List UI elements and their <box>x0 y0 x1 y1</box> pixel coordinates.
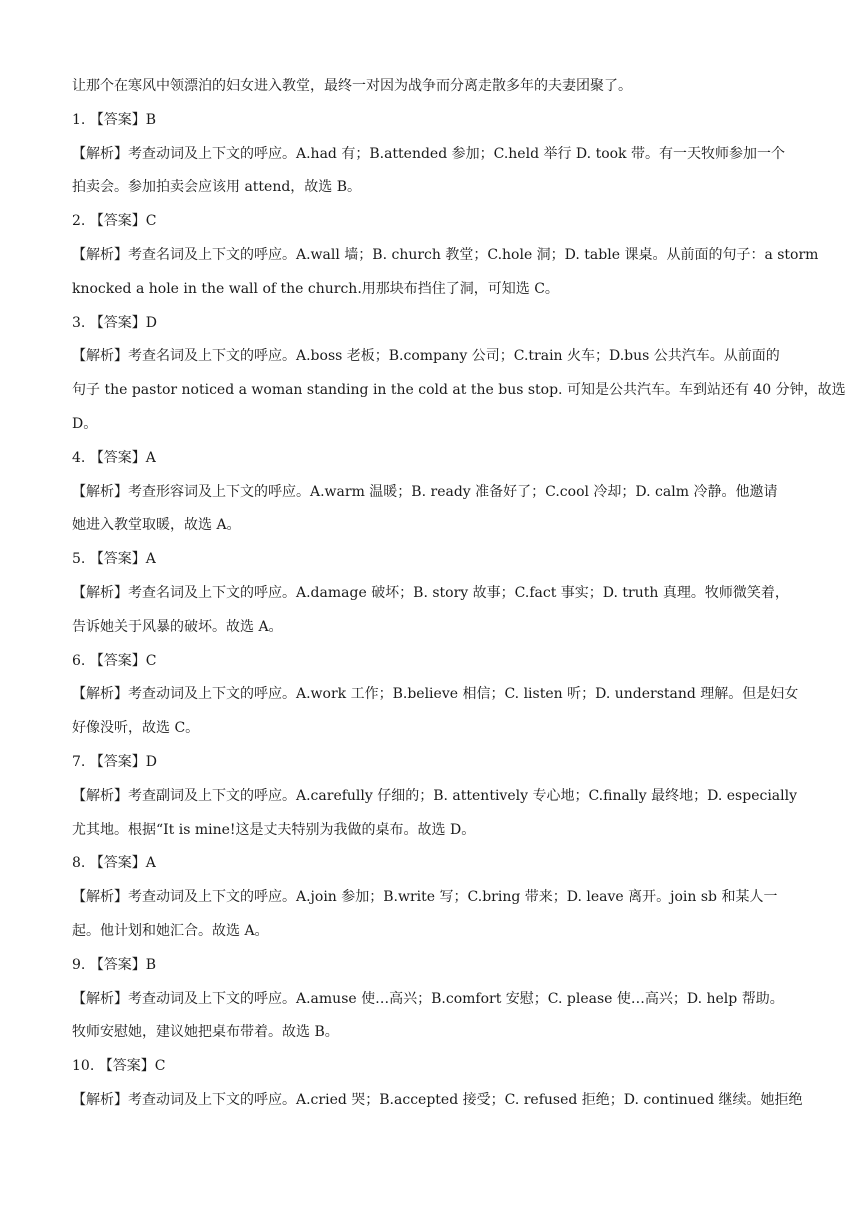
explanation-line: 【解析】考查名词及上下文的呼应。A.boss 老板；B.company 公司；C.train 火车；D.bus 公共汽车。从前面的 <box>72 348 780 365</box>
explanation-line: knocked a hole in the wall of the church.用那块布挡住了洞，可知选 C。 <box>72 280 559 297</box>
answer-label: 5. 【答案】A <box>72 551 156 568</box>
answer-label: 8. 【答案】A <box>72 855 156 872</box>
answer-label: 1. 【答案】B <box>72 111 157 128</box>
explanation-line: 拍卖会。参加拍卖会应该用 attend，故选 B。 <box>72 179 362 196</box>
explanation-line: 尤其地。根据“It is mine!这是丈夫特别为我做的桌布。故选 D。 <box>72 821 476 838</box>
answer-item <box>72 1050 803 1118</box>
explanation-line: 牧师安慰她，建议她把桌布带着。故选 B。 <box>72 1024 339 1041</box>
answer-item <box>72 442 790 543</box>
explanation-line: 她进入教堂取暖，故选 A。 <box>72 517 241 534</box>
explanation-line: 【解析】考查名词及上下文的呼应。A.damage 破坏；B. story 故事；C.fact 事实；D. truth 真理。牧师微笑着， <box>72 584 789 601</box>
answer-item <box>72 949 790 1050</box>
explanation-line: 【解析】考查动词及上下文的呼应。A.join 参加；B.write 写；C.bring 带来；D. leave 离开。join sb 和某人一 <box>72 889 778 906</box>
explanation-line: 【解析】考查名词及上下文的呼应。A.wall 墙；B. church 教堂；C.hole 洞；D. table 课桌。从前面的句子：a storm <box>72 246 819 263</box>
explanation-line: 好像没听，故选 C。 <box>72 720 200 737</box>
answer-label: 4. 【答案】A <box>72 449 156 466</box>
answer-item <box>72 746 798 847</box>
answer-label: 10. 【答案】C <box>72 1058 166 1075</box>
explanation-line: 【解析】考查形容词及上下文的呼应。A.warm 温暖；B. ready 准备好了；C.cool 冷却；D. calm 冷静。他邀请 <box>72 483 778 500</box>
answer-item <box>72 847 790 948</box>
answer-label: 7. 【答案】D <box>72 753 158 770</box>
answer-item <box>72 543 790 644</box>
answer-label: 3. 【答案】D <box>72 314 158 331</box>
explanation-line: 起。他计划和她汇合。故选 A。 <box>72 922 269 939</box>
answer-item <box>72 645 799 746</box>
answer-item <box>72 307 846 442</box>
answer-item <box>72 104 790 205</box>
answer-item <box>72 205 819 306</box>
explanation-line: 【解析】考查动词及上下文的呼应。A.cried 哭；B.accepted 接受；C. refused 拒绝；D. continued 继续。她拒绝 <box>72 1091 803 1108</box>
explanation-line: 【解析】考查动词及上下文的呼应。A.amuse 使…高兴；B.comfort 安慰；C. please 使…高兴；D. help 帮助。 <box>72 990 784 1007</box>
answer-list <box>72 104 846 1118</box>
explanation-line: 句子 the pastor noticed a woman standing in the cold at the bus stop. 可知是公共汽车。车到站还有 40 分钟，故选 <box>72 382 846 399</box>
document-page <box>72 70 846 1118</box>
explanation-line: 【解析】考查副词及上下文的呼应。A.carefully 仔细的；B. attentively 专心地；C.finally 最终地；D. especially <box>72 787 798 804</box>
explanation-line: 【解析】考查动词及上下文的呼应。A.work 工作；B.believe 相信；C. listen 听；D. understand 理解。但是妇女 <box>72 686 799 703</box>
intro-paragraph: 让那个在寒风中领漂泊的妇女进入教堂，最终一对因为战争而分离走散多年的夫妻团聚了。 <box>72 78 632 94</box>
explanation-line: 告诉她关于风暴的破坏。故选 A。 <box>72 618 283 635</box>
answer-label: 9. 【答案】B <box>72 956 157 973</box>
explanation-line: 【解析】考查动词及上下文的呼应。A.had 有；B.attended 参加；C.held 举行 D. took 带。有一天牧师参加一个 <box>72 145 785 162</box>
answer-label: 6. 【答案】C <box>72 652 157 669</box>
explanation-line: D。 <box>72 415 98 432</box>
answer-label: 2. 【答案】C <box>72 213 157 230</box>
